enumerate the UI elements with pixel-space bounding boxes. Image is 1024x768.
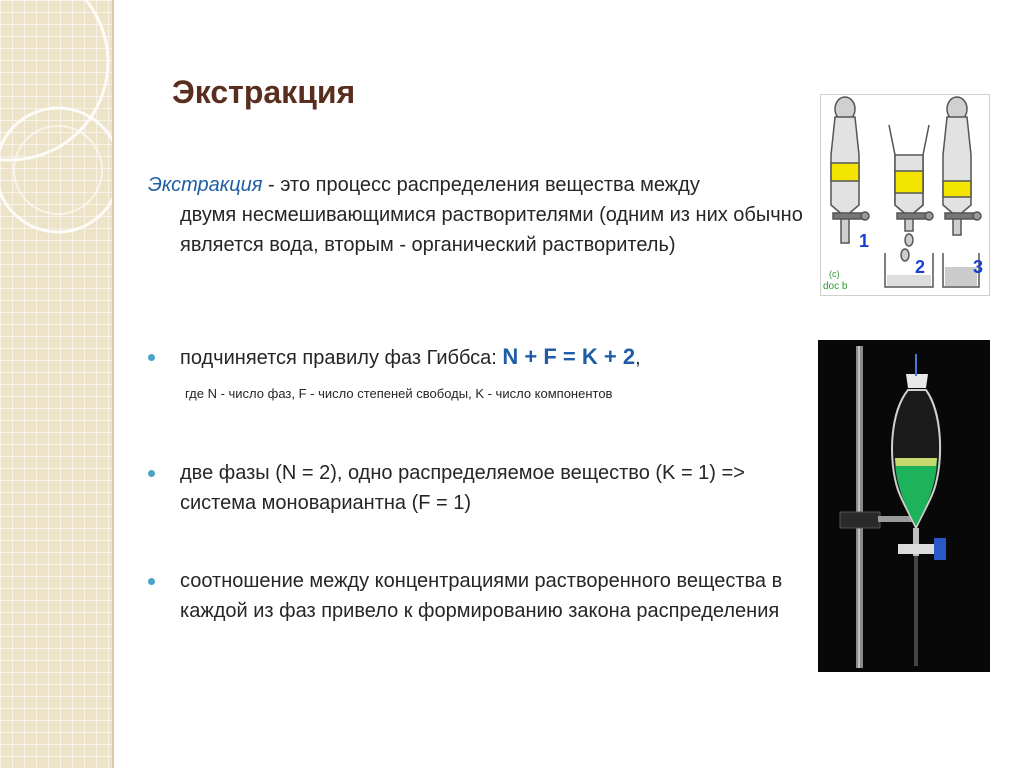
funnel-2-liquid — [895, 171, 923, 193]
funnel-diagram-svg — [821, 95, 989, 295]
diagram-credit-1: (c) — [829, 269, 840, 279]
bullet-two-phases — [148, 458, 808, 518]
funnel-label-1: 1 — [859, 231, 870, 251]
separatory-funnel-photo — [818, 340, 990, 672]
sidebar-divider — [112, 0, 114, 768]
funnel-stopper — [906, 374, 928, 388]
bullet-dot — [148, 354, 155, 361]
funnel-label-2: 2 — [915, 257, 926, 277]
gibbs-formula: N + F = K + 2 — [502, 344, 636, 369]
funnel-liquid — [895, 458, 937, 526]
bullet-distribution-law — [148, 566, 808, 626]
decorative-sidebar — [0, 0, 112, 768]
bullet-gibbs-rule — [148, 342, 808, 373]
definition-rest: двумя несмешивающимися растворителями (одним из них обычно является вода, вторым - органический растворитель) — [180, 204, 803, 256]
separatory-funnel-diagram — [820, 94, 990, 296]
bullet-dot — [148, 470, 155, 477]
bullet-text: соотношение между концентрациями растворенного вещества в каждой из фаз привело к формированию закона распределения — [180, 570, 783, 622]
definition-term: Экстракция — [148, 174, 263, 196]
definition-paragraph — [148, 170, 808, 260]
diagram-credit-2: doc b — [823, 281, 848, 292]
bullet-dot — [148, 578, 155, 585]
formula-note: где N - число фаз, F - число степеней свободы, K - число компонентов — [185, 386, 613, 401]
decorative-rings — [0, 0, 112, 768]
bullet-text: две фазы (N = 2), одно распределяемое вещество (K = 1) => система моновариантна (F = 1) — [180, 462, 745, 514]
funnel-photo-svg — [818, 340, 990, 672]
bullet-text: подчиняется правилу фаз Гиббса: — [180, 347, 497, 369]
stand-clamp — [840, 512, 880, 528]
bullet-suffix: , — [635, 347, 641, 369]
definition-first-line — [148, 170, 808, 200]
funnel-label-3: 3 — [973, 257, 984, 277]
slide-title: Экстракция — [172, 74, 356, 110]
funnel-3-liquid — [943, 181, 971, 197]
funnel-1-liquid — [831, 163, 859, 181]
definition-line1: - это процесс распределения вещества между — [262, 174, 700, 196]
